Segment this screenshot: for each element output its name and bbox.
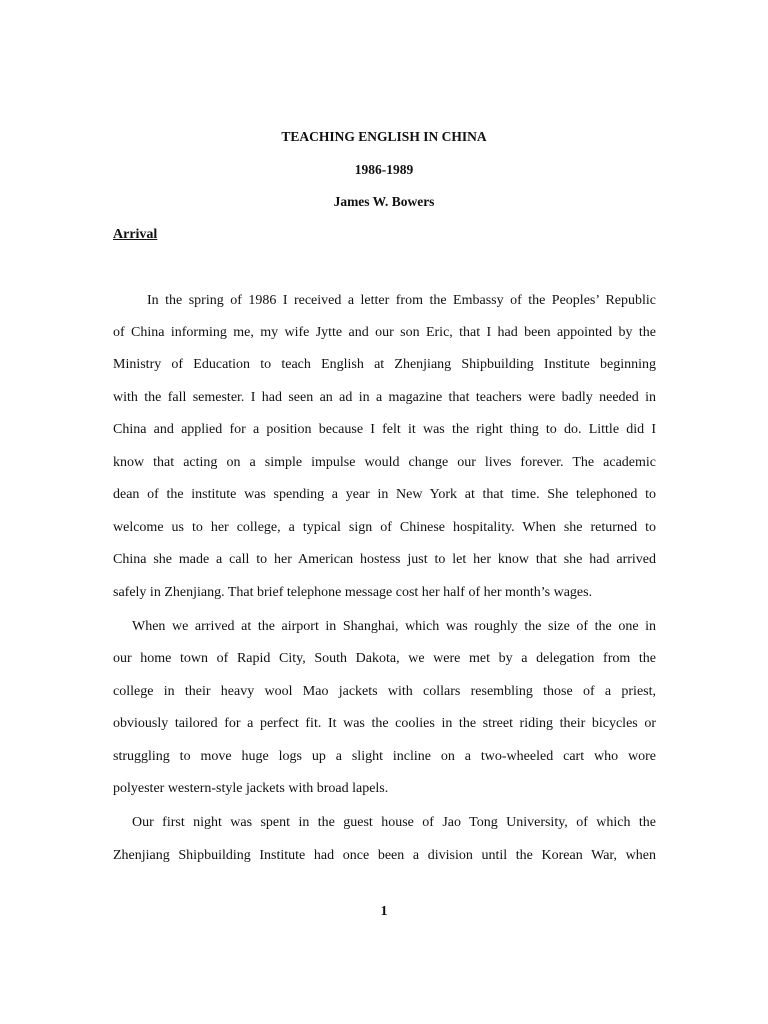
body-line: Ministry of Education to teach English at Zhenjiang Shipbuilding Institute beginning <box>113 357 656 372</box>
body-line: China and applied for a position because I felt it was the right thing to do. Little did I <box>113 422 656 437</box>
body-line: know that acting on a simple impulse would change our lives forever. The academic <box>113 455 656 470</box>
body-line: college in their heavy wool Mao jackets with collars resembling those of a priest, <box>113 684 656 699</box>
document-years: 1986-1989 <box>354 162 414 177</box>
body-line: When we arrived at the airport in Shanghai, which was roughly the size of the one in <box>132 619 656 634</box>
body-line: In the spring of 1986 I received a letter from the Embassy of the Peoples’ Republic <box>147 293 656 308</box>
body-line: China she made a call to her American hostess just to let her know that she had arrived <box>113 552 656 567</box>
body-line: struggling to move huge logs up a slight incline on a two-wheeled cart who wore <box>113 749 656 764</box>
body-line: polyester western-style jackets with broad lapels. <box>113 781 389 796</box>
document-author: James W. Bowers <box>333 194 435 209</box>
body-line: Our first night was spent in the guest house of Jao Tong University, of which the <box>132 815 656 830</box>
body-line: with the fall semester. I had seen an ad in a magazine that teachers were badly needed in <box>113 390 656 405</box>
page-number: 1 <box>380 904 388 919</box>
body-line: safely in Zhenjiang. That brief telephone message cost her half of her month’s wages. <box>113 585 593 600</box>
document-title: TEACHING ENGLISH IN CHINA <box>281 129 487 144</box>
body-line: welcome us to her college, a typical sign of Chinese hospitality. When she returned to <box>113 520 656 535</box>
section-heading: Arrival <box>113 227 158 242</box>
body-line: dean of the institute was spending a year in New York at that time. She telephoned to <box>113 487 656 502</box>
body-line: obviously tailored for a perfect fit. It was the coolies in the street riding their bicycles or <box>113 716 656 731</box>
body-line: Zhenjiang Shipbuilding Institute had once been a division until the Korean War, when <box>113 848 656 863</box>
body-line: of China informing me, my wife Jytte and our son Eric, that I had been appointed by the <box>113 325 656 340</box>
body-line: our home town of Rapid City, South Dakota, we were met by a delegation from the <box>113 651 656 666</box>
